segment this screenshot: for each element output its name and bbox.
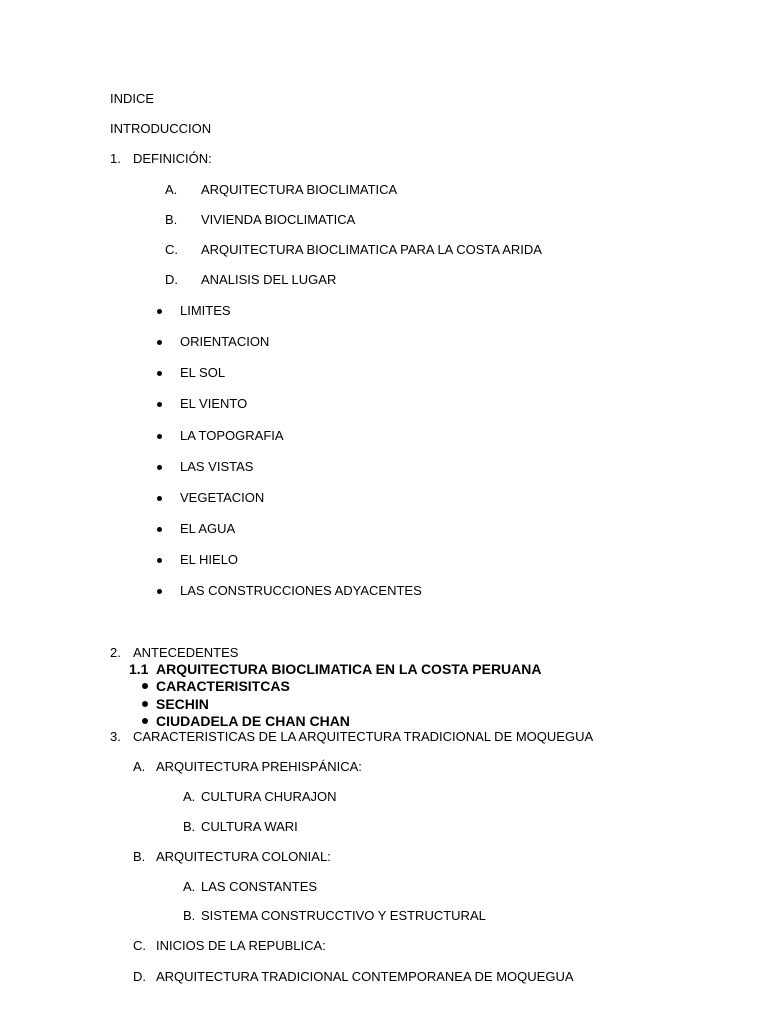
- s3-a-text: ARQUITECTURA PREHISPÁNICA:: [156, 759, 362, 774]
- s2-bullet-caracteristicas: CARACTERISITCAS: [156, 678, 290, 694]
- s1-bullet-el-agua: EL AGUA: [180, 521, 236, 536]
- bullet-icon: [157, 558, 162, 563]
- s1-bullet-construcciones: LAS CONSTRUCCIONES ADYACENTES: [180, 583, 422, 598]
- s3-c-text: INICIOS DE LA REPUBLICA:: [156, 938, 326, 953]
- s3-a-item-a-label: A.: [183, 789, 196, 804]
- s3-b-label: B.: [133, 849, 146, 864]
- s3-b-item-b-text: SISTEMA CONSTRUCCTIVO Y ESTRUCTURAL: [201, 908, 486, 923]
- bullet-icon: [157, 527, 162, 532]
- s1-item-b-text: VIVIENDA BIOCLIMATICA: [201, 212, 356, 227]
- s3-a-item-b-text: CULTURA WARI: [201, 819, 298, 834]
- s3-b-text: ARQUITECTURA COLONIAL:: [156, 849, 331, 864]
- s1-item-b-label: B.: [165, 212, 178, 227]
- s1-bullet-el-viento: EL VIENTO: [180, 396, 248, 411]
- s1-item-c-text: ARQUITECTURA BIOCLIMATICA PARA LA COSTA ARIDA: [201, 242, 542, 257]
- s3-d-label: D.: [133, 969, 146, 984]
- s3-b-item-a-label: A.: [183, 879, 196, 894]
- s3-d-text: ARQUITECTURA TRADICIONAL CONTEMPORANEA DE MOQUEGUA: [156, 969, 574, 984]
- bullet-icon: [157, 402, 162, 407]
- s1-item-a-text: ARQUITECTURA BIOCLIMATICA: [201, 182, 398, 197]
- s1-bullet-las-vistas: LAS VISTAS: [180, 459, 254, 474]
- introduccion-heading: INTRODUCCION: [110, 121, 212, 136]
- s1-item-c-label: C.: [165, 242, 178, 257]
- bullet-icon: [157, 371, 162, 376]
- indice-heading: INDICE: [110, 91, 155, 106]
- bullet-icon: [157, 496, 162, 501]
- s1-bullet-la-topografia: LA TOPOGRAFIA: [180, 428, 284, 443]
- s3-b-item-b-label: B.: [183, 908, 196, 923]
- section-2-title: ANTECEDENTES: [133, 645, 239, 660]
- bullet-icon: [157, 340, 162, 345]
- s2-sub-text: ARQUITECTURA BIOCLIMATICA EN LA COSTA PERUANA: [156, 661, 542, 677]
- bullet-icon: [157, 434, 162, 439]
- s1-item-a-label: A.: [165, 182, 178, 197]
- bullet-icon: [157, 589, 162, 594]
- bullet-icon: [157, 309, 162, 314]
- s3-b-item-a-text: LAS CONSTANTES: [201, 879, 318, 894]
- bullet-icon: [142, 683, 148, 689]
- section-3-title: CARACTERISTICAS DE LA ARQUITECTURA TRADICIONAL DE MOQUEGUA: [133, 729, 594, 744]
- s1-bullet-el-sol: EL SOL: [180, 365, 226, 380]
- s1-bullet-orientacion: ORIENTACION: [180, 334, 270, 349]
- s3-a-item-a-text: CULTURA CHURAJON: [201, 789, 337, 804]
- bullet-icon: [142, 718, 148, 724]
- s3-c-label: C.: [133, 938, 146, 953]
- section-3-number: 3.: [110, 729, 121, 744]
- section-1-number: 1.: [110, 151, 121, 166]
- s3-a-item-b-label: B.: [183, 819, 196, 834]
- s2-bullet-chan-chan: CIUDADELA DE CHAN CHAN: [156, 713, 350, 729]
- s3-a-label: A.: [133, 759, 146, 774]
- s1-bullet-vegetacion: VEGETACION: [180, 490, 265, 505]
- s2-bullet-sechin: SECHIN: [156, 696, 209, 712]
- bullet-icon: [142, 701, 148, 707]
- s1-item-d-text: ANALISIS DEL LUGAR: [201, 272, 337, 287]
- section-1-title: DEFINICIÓN:: [133, 151, 212, 166]
- bullet-icon: [157, 465, 162, 470]
- s1-bullet-el-hielo: EL HIELO: [180, 552, 239, 567]
- section-2-number: 2.: [110, 645, 121, 660]
- s2-sub-number: 1.1: [129, 661, 149, 677]
- s1-bullet-limites: LIMITES: [180, 303, 231, 318]
- s1-item-d-label: D.: [165, 272, 178, 287]
